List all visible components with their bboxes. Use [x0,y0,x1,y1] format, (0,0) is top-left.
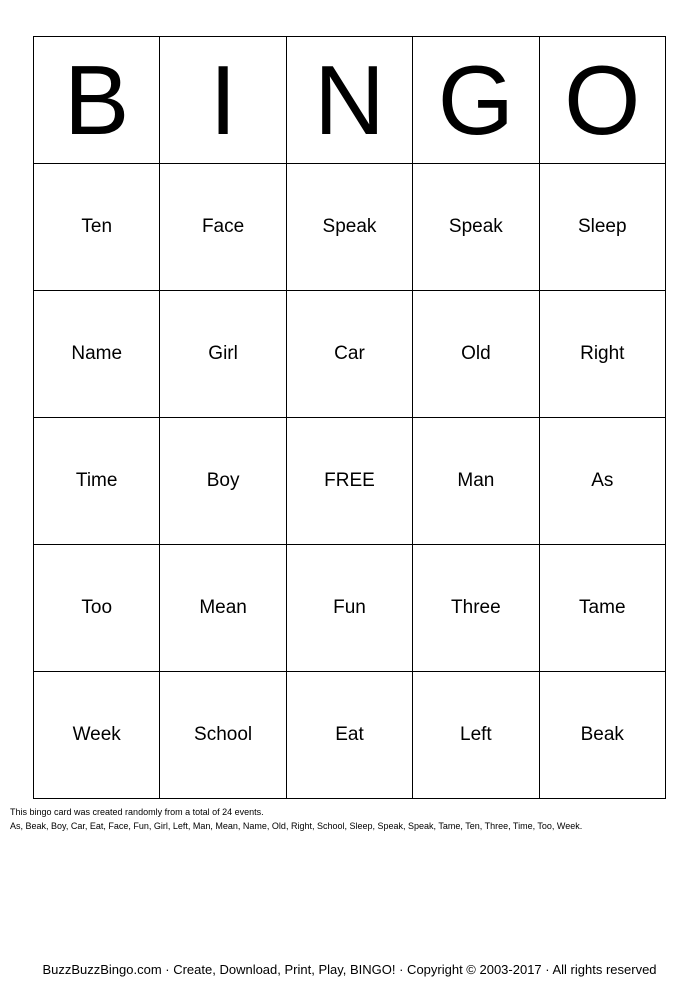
footer-copyright: BuzzBuzzBingo.com · Create, Download, Print, Play, BINGO! · Copyright © 2003-2017 · All rights reserved [42,962,657,977]
bingo-cell: Face [160,164,286,291]
bingo-cell: Girl [160,291,286,418]
header-letter-i: I [160,37,286,164]
bingo-cell: Week [34,672,160,799]
bingo-cell: Speak [286,164,412,291]
bingo-row-3 [34,418,666,545]
bingo-cell: Fun [286,545,412,672]
bingo-cell: Three [413,545,539,672]
bingo-row-2 [34,291,666,418]
bingo-cell: Eat [286,672,412,799]
bingo-cell: Old [413,291,539,418]
bingo-cell: Beak [539,672,665,799]
bingo-cell: Left [413,672,539,799]
bingo-cell: Right [539,291,665,418]
header-letter-g: G [413,37,539,164]
bingo-cell: Speak [413,164,539,291]
bingo-cell: Sleep [539,164,665,291]
bingo-cell: Mean [160,545,286,672]
bingo-cell: Too [34,545,160,672]
bingo-cell: Ten [34,164,160,291]
bingo-cell: Man [413,418,539,545]
bingo-cell: As [539,418,665,545]
bingo-card [33,36,666,799]
card-info-note: This bingo card was created randomly from a total of 24 events. [10,807,264,817]
bingo-row-5 [34,672,666,799]
bingo-cell: Name [34,291,160,418]
bingo-cell: Car [286,291,412,418]
bingo-cell: School [160,672,286,799]
bingo-cell: Tame [539,545,665,672]
bingo-row-1 [34,164,666,291]
event-list-note: As, Beak, Boy, Car, Eat, Face, Fun, Girl, Left, Man, Mean, Name, Old, Right, School, Sleep, Speak, Speak, Tame, Ten, Three, Time, Too, Week. [10,821,583,831]
free-space-cell: FREE [286,418,412,545]
header-letter-o: O [539,37,665,164]
bingo-header-row [34,37,666,164]
bingo-cell: Time [34,418,160,545]
header-letter-n: N [286,37,412,164]
bingo-cell: Boy [160,418,286,545]
header-letter-b: B [34,37,160,164]
bingo-row-4 [34,545,666,672]
